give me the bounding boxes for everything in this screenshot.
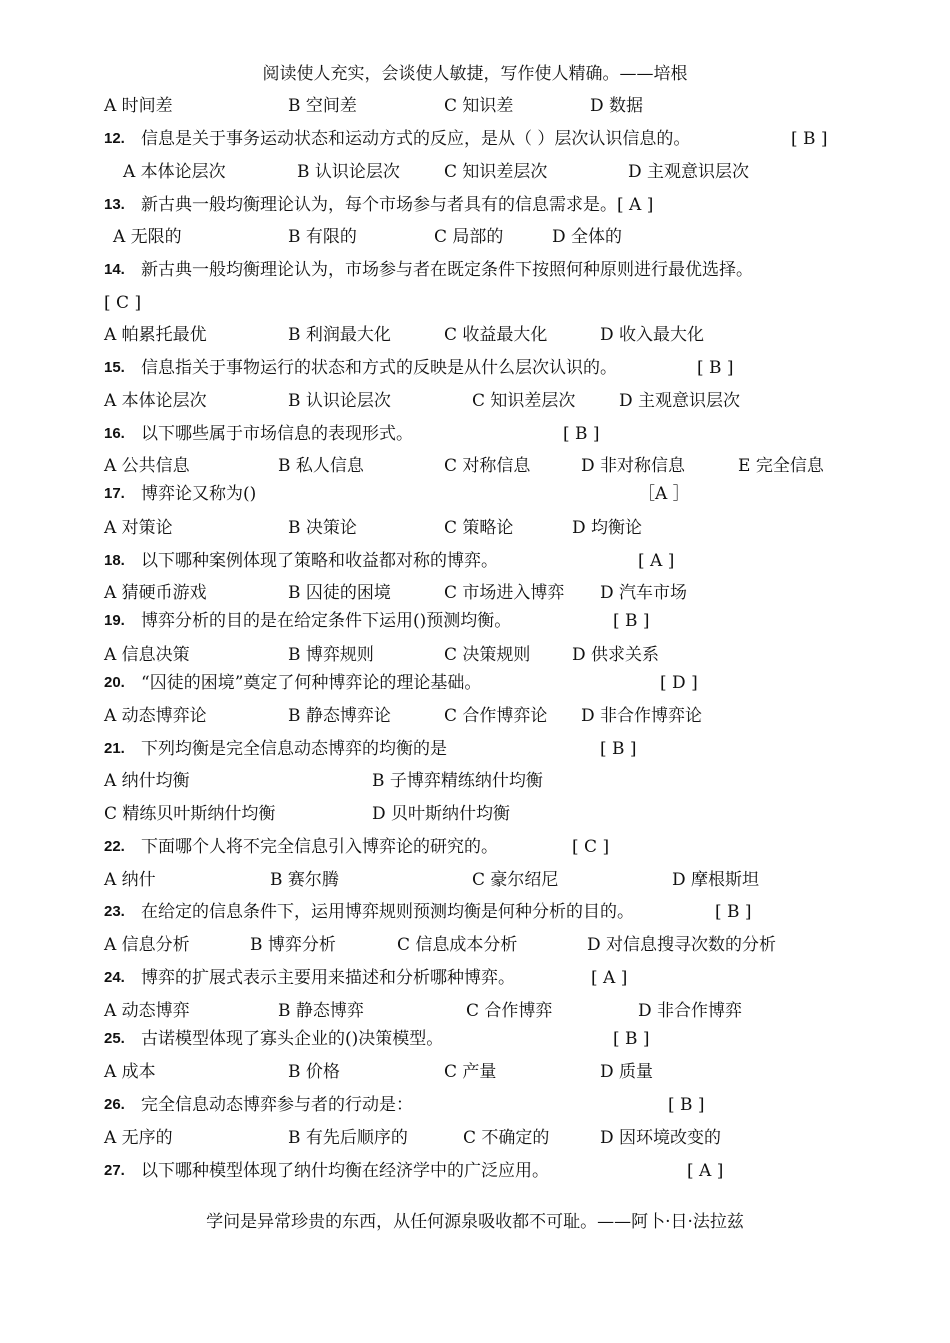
options-row — [0, 320, 950, 350]
question-number: 14. — [104, 261, 125, 278]
option-d: D 主观意识层次 — [619, 391, 741, 411]
option-d: D 对信息搜寻次数的分析 — [587, 935, 777, 955]
option-c: C 知识差 — [444, 96, 514, 116]
question-text: 在给定的信息条件下，运用博弈规则预测均衡是何种分析的目的。 — [141, 902, 634, 922]
option-b: B 静态博弈论 — [288, 706, 391, 726]
option-a: A 成本 — [104, 1062, 156, 1082]
question-text: 以下哪些属于市场信息的表现形式。 — [141, 424, 413, 444]
question-row — [0, 668, 950, 698]
option-c: C 知识差层次 — [472, 391, 576, 411]
question-row — [0, 606, 950, 636]
answer: [ A ] — [591, 968, 628, 988]
option-d: D 非合作博弈 — [638, 1001, 743, 1021]
answer: ［A ］ — [638, 484, 690, 504]
question-number: 15. — [104, 359, 125, 376]
option-d: D 因环境改变的 — [600, 1128, 722, 1148]
answer: [ C ] — [104, 293, 142, 313]
header-quote: 阅读使人充实，会谈使人敏捷，写作使人精确。——培根 — [262, 64, 688, 84]
question-text: 新古典一般均衡理论认为，市场参与者在既定条件下按照何种原则进行最优选择。 — [141, 260, 753, 280]
option-b: B 空间差 — [288, 96, 357, 116]
question-number: 13. — [104, 196, 125, 213]
question-row — [0, 546, 950, 576]
answer: [ B ] — [697, 358, 734, 378]
option-a: A 动态博弈论 — [104, 706, 207, 726]
question-number: 18. — [104, 552, 125, 569]
option-d: D 贝叶斯纳什均衡 — [372, 804, 511, 824]
answer: [ B ] — [715, 902, 752, 922]
options-row — [0, 766, 950, 796]
answer: [ A ] — [638, 551, 675, 571]
answer: [ B ] — [791, 129, 828, 149]
question-number: 22. — [104, 838, 125, 855]
option-b: B 子博弈精练纳什均衡 — [372, 771, 543, 791]
question-row — [0, 1090, 950, 1120]
option-d: D 数据 — [590, 96, 644, 116]
option-d: D 收入最大化 — [600, 325, 705, 345]
option-d: D 供求关系 — [572, 645, 660, 665]
answer: [ D ] — [660, 673, 698, 693]
question-number: 23. — [104, 903, 125, 920]
question-number: 25. — [104, 1030, 125, 1047]
answer: [ B ] — [600, 739, 637, 759]
question-number: 16. — [104, 425, 125, 442]
option-b: B 囚徒的困境 — [288, 583, 391, 603]
option-c: C 收益最大化 — [444, 325, 548, 345]
options-row — [0, 222, 950, 252]
question-text: 博弈论又称为() — [141, 484, 257, 504]
option-a: A 本体论层次 — [123, 162, 226, 182]
option-c: C 产量 — [444, 1062, 497, 1082]
option-c: C 合作博弈论 — [444, 706, 548, 726]
options-row — [0, 513, 950, 543]
options-row — [0, 996, 950, 1026]
option-a: A 时间差 — [104, 96, 173, 116]
question-row — [0, 255, 950, 285]
question-text: 新古典一般均衡理论认为，每个市场参与者具有的信息需求是。[ A ] — [141, 195, 654, 215]
question-row — [0, 419, 950, 449]
question-text: 博弈的扩展式表示主要用来描述和分析哪种博弈。 — [141, 968, 515, 988]
options-row — [0, 930, 950, 960]
options-row — [0, 91, 950, 121]
option-c: C 合作博弈 — [466, 1001, 553, 1021]
option-d: D 摩根斯坦 — [672, 870, 760, 890]
options-row — [0, 701, 950, 731]
option-a: A 帕累托最优 — [104, 325, 207, 345]
option-a: A 纳什均衡 — [104, 771, 190, 791]
options-row — [0, 451, 950, 481]
option-b: B 博弈分析 — [250, 935, 336, 955]
question-text: 信息是关于事务运动状态和运动方式的反应，是从（ ）层次认识信息的。 — [141, 129, 691, 149]
answer: [ B ] — [613, 1029, 650, 1049]
option-b: B 博弈规则 — [288, 645, 374, 665]
option-a: A 信息决策 — [104, 645, 190, 665]
option-b: B 有先后顺序的 — [288, 1128, 408, 1148]
option-c: C 精练贝叶斯纳什均衡 — [104, 804, 276, 824]
option-c: C 豪尔绍尼 — [472, 870, 559, 890]
option-c: C 对称信息 — [444, 456, 531, 476]
option-c: C 知识差层次 — [444, 162, 548, 182]
question-text: “囚徒的困境”奠定了何种博弈论的理论基础。 — [141, 673, 482, 693]
question-number: 21. — [104, 740, 125, 757]
question-row — [0, 832, 950, 862]
option-d: D 非合作博弈论 — [581, 706, 703, 726]
option-a: A 动态博弈 — [104, 1001, 190, 1021]
option-a: A 无序的 — [104, 1128, 173, 1148]
option-a: A 本体论层次 — [104, 391, 207, 411]
question-row — [0, 1156, 950, 1186]
option-b: B 认识论层次 — [297, 162, 400, 182]
footer-quote: 学问是异常珍贵的东西，从任何源泉吸收都不可耻。——阿卜·日·法拉兹 — [206, 1212, 744, 1232]
question-text: 古诺模型体现了寡头企业的()决策模型。 — [141, 1029, 444, 1049]
question-text: 完全信息动态博弈参与者的行动是： — [141, 1095, 413, 1115]
question-text: 下面哪个人将不完全信息引入博弈论的研究的。 — [141, 837, 498, 857]
option-b: B 利润最大化 — [288, 325, 391, 345]
options-row — [0, 1057, 950, 1087]
option-e: E 完全信息 — [738, 456, 824, 476]
options-row — [0, 578, 950, 608]
option-d: D 质量 — [600, 1062, 654, 1082]
question-number: 24. — [104, 969, 125, 986]
options-row — [0, 1123, 950, 1153]
option-b: B 决策论 — [288, 518, 357, 538]
answer-row — [0, 288, 950, 318]
option-a: A 信息分析 — [104, 935, 190, 955]
question-row — [0, 734, 950, 764]
question-number: 27. — [104, 1162, 125, 1179]
options-row — [0, 640, 950, 670]
option-d: D 汽车市场 — [600, 583, 688, 603]
question-row — [0, 353, 950, 383]
answer: [ B ] — [668, 1095, 705, 1115]
question-number: 12. — [104, 130, 125, 147]
answer: [ A ] — [687, 1161, 724, 1181]
option-c: C 决策规则 — [444, 645, 531, 665]
option-b: B 静态博弈 — [278, 1001, 364, 1021]
option-c: C 信息成本分析 — [397, 935, 518, 955]
question-row — [0, 897, 950, 927]
option-b: B 价格 — [288, 1062, 340, 1082]
question-number: 26. — [104, 1096, 125, 1113]
option-b: B 私人信息 — [278, 456, 364, 476]
answer: [ C ] — [572, 837, 610, 857]
answer: [ B ] — [563, 424, 600, 444]
option-b: B 赛尔腾 — [270, 870, 339, 890]
option-c: C 局部的 — [434, 227, 504, 247]
question-text: 以下哪种案例体现了策略和收益都对称的博弈。 — [141, 551, 498, 571]
question-number: 17. — [104, 485, 125, 502]
question-number: 19. — [104, 612, 125, 629]
question-text: 下列均衡是完全信息动态博弈的均衡的是 — [141, 739, 447, 759]
option-d: D 全体的 — [552, 227, 623, 247]
option-d: D 非对称信息 — [581, 456, 686, 476]
question-row — [0, 963, 950, 993]
question-number: 20. — [104, 674, 125, 691]
option-a: A 无限的 — [113, 227, 182, 247]
option-a: A 猜硬币游戏 — [104, 583, 207, 603]
option-a: A 对策论 — [104, 518, 173, 538]
option-b: B 认识论层次 — [288, 391, 391, 411]
option-c: C 策略论 — [444, 518, 514, 538]
question-row — [0, 1024, 950, 1054]
question-text: 信息指关于事物运行的状态和方式的反映是从什么层次认识的。 — [141, 358, 617, 378]
options-row — [0, 865, 950, 895]
options-row — [0, 799, 950, 829]
question-row — [0, 124, 950, 154]
question-text: 博弈分析的目的是在给定条件下运用()预测均衡。 — [141, 611, 512, 631]
option-d: D 主观意识层次 — [628, 162, 750, 182]
option-a: A 纳什 — [104, 870, 156, 890]
option-d: D 均衡论 — [572, 518, 643, 538]
question-row — [0, 479, 950, 509]
question-text: 以下哪种模型体现了纳什均衡在经济学中的广泛应用。 — [141, 1161, 549, 1181]
option-b: B 有限的 — [288, 227, 357, 247]
answer: [ B ] — [613, 611, 650, 631]
options-row — [0, 157, 950, 187]
option-c: C 市场进入博弈 — [444, 583, 565, 603]
options-row — [0, 386, 950, 416]
option-a: A 公共信息 — [104, 456, 190, 476]
option-c: C 不确定的 — [463, 1128, 550, 1148]
question-row — [0, 190, 950, 220]
